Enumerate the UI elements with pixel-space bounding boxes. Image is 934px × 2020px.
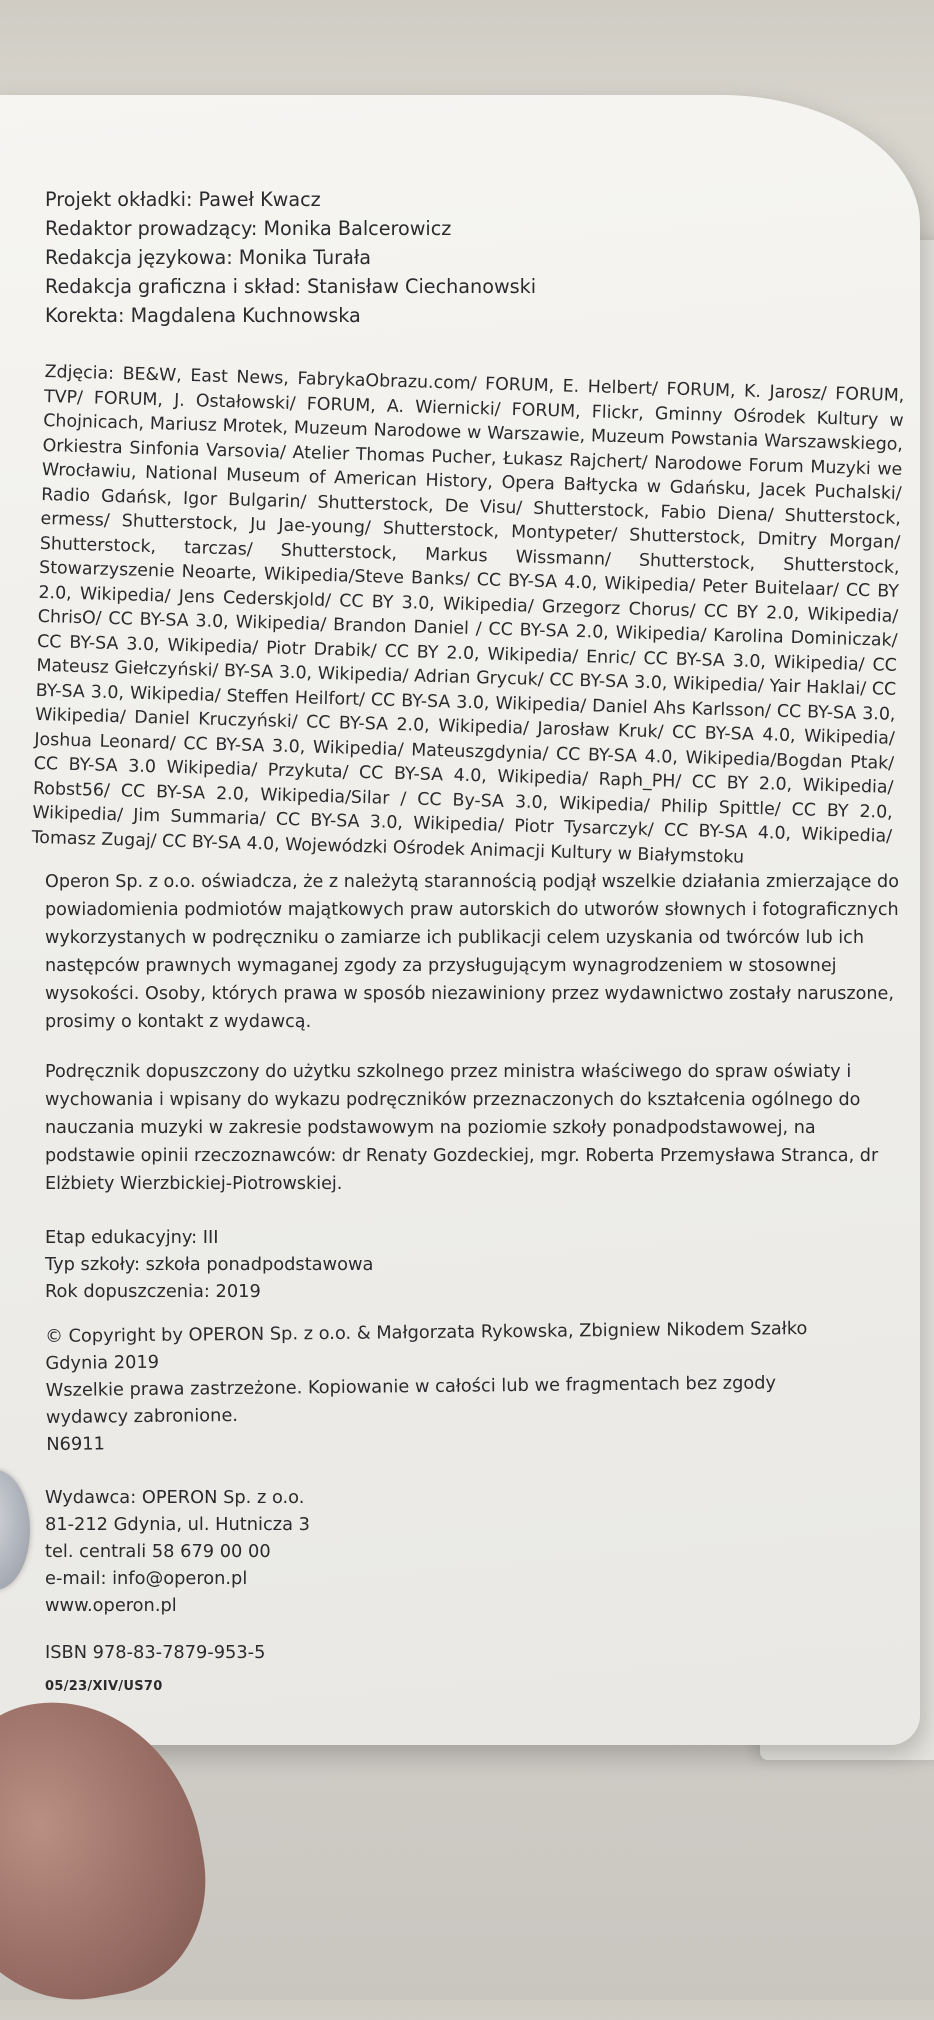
rights-notice: Operon Sp. z o.o. oświadcza, że z należytą starannością podjął wszelkie działania zmierzające do powiadomienia podmiotów majątkowych praw autorskich do utworów słownych i fotograficznych wykorzystanych w podręczniku o zamiarze ich publikacji celem uzyskania od twórców lub ich następców prawnych wymaganej zgody za przysługującym wynagrodzeniem w stosownej wysokości. Osoby, których prawa w sposób niezawiniony przez wydawnictwo zostały naruszone, prosimy o kontakt z wydawcą. (45, 872, 899, 1032)
approval-year: Rok dopuszczenia: 2019 (45, 1281, 261, 1302)
education-info (45, 1224, 915, 1305)
catalog-code: N6911 (46, 1433, 105, 1455)
photo-credits: Zdjęcia: BE&W, East News, FabrykaObrazu.com/ FORUM, E. Helbert/ FORUM, K. Jarosz/ FORUM, TVP/ FORUM, J. Ostałowski/ FORUM, A. Wiernicki/ FORUM, Flickr, Gminny Ośrodek Kultury w Chojnicach, Mariusz Mrotek, Muzeum Narodowe w Warszawie, Muzeum Powstania Warszawskiego, Orkiestra Sinfonia Varsovia/ Atelier Thomas Pucher, Łukasz Rajchert/ Narodowe Forum Muzyki we Wrocławiu, National Museum of American History, Opera Bałtycka w Gdańsku, Jacek Puchalski/ Radio Gdańsk, Igor Bulgarin/ Shutterstock, De Visu/ Shutterstock, Fabio Diena/ Shutterstock, ermess/ Shutterstock, Ju Jae-young/ Shutterstock, Montypeter/ Shutterstock, Dmitry Morgan/ Shutterstock, tarczas/ Shutterstock, Markus Wissmann/ Shutterstock, Shutterstock, Stowarzyszenie Neoarte, Wikipedia/Steve Banks/ CC BY-SA 4.0, Wikipedia/ Peter Buitelaar/ CC BY 2.0, Wikipedia/ Jens Cederskjold/ CC BY 3.0, Wikipedia/ Grzegorz Chorus/ CC BY 2.0, Wikipedia/ ChrisO/ CC BY-SA 3.0, Wikipedia/ Brandon Daniel / CC BY-SA 2.0, Wikipedia/ Karolina Dominiczak/ CC BY-SA 3.0, Wikipedia/ Piotr Drabik/ CC BY 2.0, Wikipedia/ Enric/ CC BY-SA 3.0, Wikipedia/ CC Mateusz Giełczyński/ BY-SA 3.0, Wikipedia/ Adrian Grycuk/ CC BY-SA 3.0, Wikipedia/ Yair Haklai/ CC BY-SA 3.0, Wikipedia/ Steffen Heilfort/ CC BY-SA 3.0, Wikipedia/ Daniel Ahs Karlsson/ CC BY-SA 3.0, Wikipedia/ Daniel Kruczyński/ CC BY-SA 2.0, Wikipedia/ Jarosław Kruk/ CC BY-SA 4.0, Wikipedia/ Joshua Leonard/ CC BY-SA 3.0, Wikipedia/ Mateuszgdynia/ CC BY-SA 4.0, Wikipedia/Bogdan Ptak/ CC BY-SA 3.0 Wikipedia/ Przykuta/ CC BY-SA 4.0, Wikipedia/ Raph_PH/ CC BY 2.0, Wikipedia/ Robst56/ CC BY-SA 2.0, Wikipedia/Silar / CC By-SA 3.0, Wikipedia/ Philip Spittle/ CC BY 2.0, Wikipedia/ Jim Summaria/ CC BY-SA 3.0, Wikipedia/ Piotr Tysarczyk/ CC BY-SA 4.0, Wikipedia/ Tomasz Zugaj/ CC BY-SA 4.0, Wojewódzki Ośrodek Animacji Kultury w Białymstoku (31, 361, 905, 868)
page-text (31, 185, 915, 1701)
publisher-info (45, 1484, 915, 1619)
print-code: 05/23/XIV/US70 (45, 1679, 163, 1694)
copyright-place-year: Gdynia 2019 (45, 1351, 160, 1374)
rights-reserved: Wszelkie prawa zastrzeżone. Kopiowanie w całości lub we fragmentach bez zgody (45, 1372, 777, 1401)
school-type: Typ szkoły: szkoła ponadpodstawowa (45, 1254, 374, 1275)
publisher-email: e-mail: info@operon.pl (45, 1568, 248, 1589)
cover-design: Projekt okładki: Paweł Kwacz (45, 188, 321, 211)
editorial-credits (45, 185, 915, 330)
education-stage: Etap edukacyjny: III (45, 1227, 219, 1248)
copyright-info (45, 1314, 916, 1458)
managing-editor: Redaktor prowadzący: Monika Balcerowicz (45, 217, 452, 240)
proofreading: Korekta: Magdalena Kuchnowska (45, 304, 361, 327)
graphic-design: Redakcja graficzna i skład: Stanisław Ciechanowski (45, 275, 537, 298)
publisher-phone: tel. centrali 58 679 00 00 (45, 1541, 271, 1562)
publisher-address: 81-212 Gdynia, ul. Hutnicza 3 (45, 1514, 310, 1535)
language-editing: Redakcja językowa: Monika Turała (45, 246, 372, 269)
approval-notice: Podręcznik dopuszczony do użytku szkolnego przez ministra właściwego do spraw oświaty i wychowania i wpisany do wykazu podręczników przeznaczonych do kształcenia ogólnego do nauczania muzyki w zakresie podstawowym na poziomie szkoły ponadpodstawowej, na podstawie opinii rzeczoznawców: dr Renaty Gozdeckiej, mgr. Roberta Przemysława Stranca, dr Elżbiety Wierzbickiej-Piotrowskiej. (45, 1062, 879, 1194)
publisher-name: Wydawca: OPERON Sp. z o.o. (45, 1487, 305, 1508)
rights-reserved-cont: wydawcy zabronione. (45, 1404, 239, 1428)
isbn: ISBN 978-83-7879-953-5 (45, 1642, 266, 1663)
publisher-website: www.operon.pl (45, 1595, 177, 1616)
copyright-line: © Copyright by OPERON Sp. z o.o. & Małgorzata Rykowska, Zbigniew Nikodem Szałko (45, 1318, 808, 1347)
